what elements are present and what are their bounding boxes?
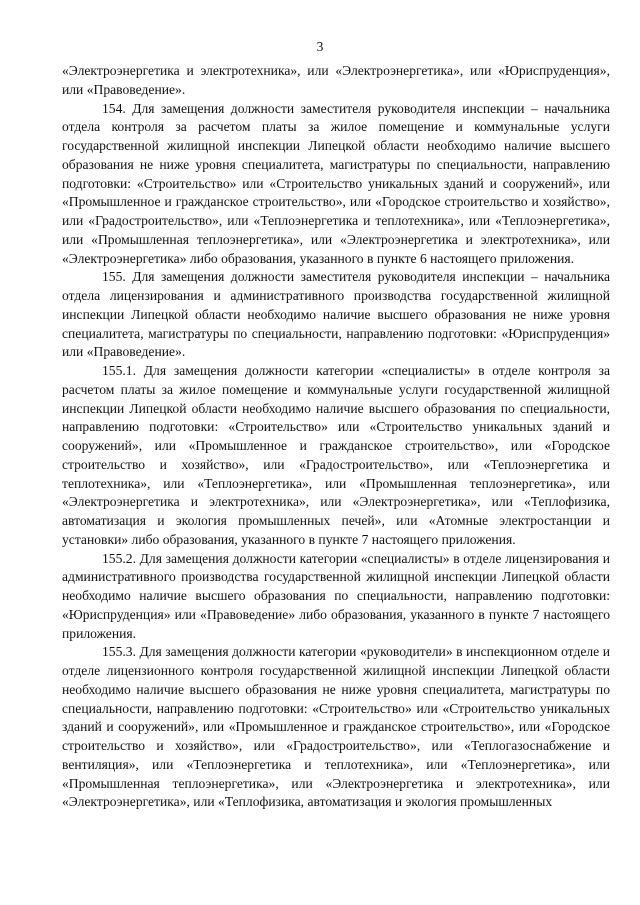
- page-number: 3: [316, 39, 324, 54]
- paragraph-154: 154. Для замещения должности заместителя руководителя инспекции – начальника отдела контроля за расчетом платы за жилое помещение и коммунальные услуги государственной жилищной инспекции Липецкой области необходимо наличие высшего образования не ниже уровня специалитета, магистратуры по специальности, направлению подготовки: «Строительство» или «Строительство уникальных зданий и сооружений», или «Промышленное и гражданское строительство», или «Городское строительство и хозяйство», или «Градостроительство», или «Теплоэнергетика и теплотехника», или «Теплоэнергетика», или «Промышленная теплоэнергетика», или «Электроэнергетика и электротехника», или «Электроэнергетика» либо образования, указанного в пункте 6 настоящего приложения.: [62, 100, 610, 266]
- paragraph-continuation: «Электроэнергетика и электротехника», или «Электроэнергетика», или «Юриспруденция», или «Правоведение».: [62, 63, 610, 97]
- paragraph-155-1: 155.1. Для замещения должности категории «специалисты» в отделе контроля за расчетом платы за жилое помещение и коммунальные услуги государственной жилищной инспекции Липецкой области необходимо наличие высшего образования по специальности, направлению подготовки: «Строительство» или «Строительство уникальных зданий и сооружений», или «Промышленное и гражданское строительство», или «Городское строительство и хозяйство», или «Градостроительство», или «Теплоэнергетика и теплотехника», или «Теплоэнергетика», или «Промышленная теплоэнергетика», или «Электроэнергетика и электротехника», или «Электроэнергетика», или «Теплофизика, автоматизация и экология промышленных печей», или «Атомные электростанции и установки» либо образования, указанного в пункте 7 настоящего приложения.: [62, 363, 610, 547]
- paragraph-155-2: 155.2. Для замещения должности категории «специалисты» в отделе лицензирования и административного производства государственной жилищной инспекции Липецкой области необходимо наличие высшего образования по специальности, направлению подготовки: «Юриспруденция» или «Правоведение» либо образования, указанного в пункте 7 настоящего приложения.: [62, 550, 610, 641]
- document-body: [62, 62, 610, 812]
- paragraph-155: 155. Для замещения должности заместителя руководителя инспекции – начальника отдела лицензирования и административного производства государственной жилищной инспекции Липецкой области необходимо наличие высшего образования не ниже уровня специалитета, магистратуры по специальности, направлению подготовки: «Юриспруденция» или «Правоведение».: [62, 269, 610, 360]
- paragraph-155-3: 155.3. Для замещения должности категории «руководители» в инспекционном отделе и отделе лицензионного контроля государственной жилищной инспекции Липецкой области необходимо наличие высшего образования не ниже уровня специалитета, магистратуры по специальности, направлению подготовки: «Строительство» или «Строительство уникальных зданий и сооружений», или «Промышленное и гражданское строительство», или «Городское строительство и хозяйство», или «Градостроительство», или «Теплогазоснабжение и вентиляция», или «Теплоэнергетика и теплотехника», или «Теплоэнергетика», или «Промышленная теплоэнергетика», или «Электроэнергетика и электротехника», или «Электроэнергетика», или «Теплофизика, автоматизация и экология промышленных: [62, 644, 610, 810]
